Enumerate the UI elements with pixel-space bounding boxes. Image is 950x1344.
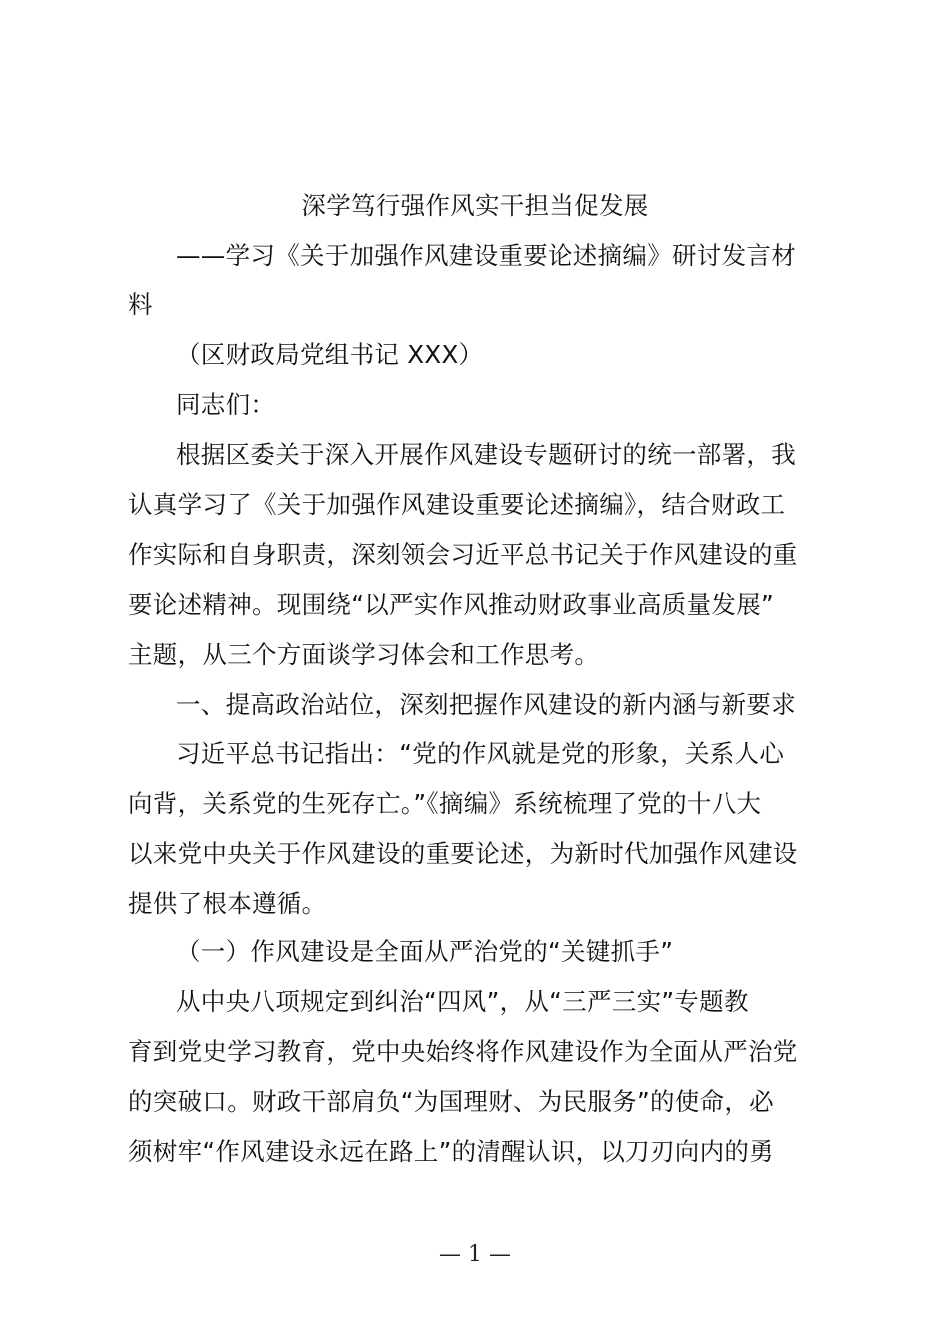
document-title: 深学笃行强作风实干担当促发展 xyxy=(301,191,649,220)
paragraph-line: 主题，从三个方面谈学习体会和工作思考。 xyxy=(128,640,600,669)
section-heading: 一、提高政治站位，深刻把握作风建设的新内涵与新要求 xyxy=(176,690,796,719)
paragraph-line: 从中央八项规定到纠治“四风”，从“三严三实”专题教 xyxy=(176,987,749,1016)
paragraph-line: 要论述精神。现围绕“以严实作风推动财政事业高质量发展” xyxy=(128,590,774,619)
subsection-heading: （一）作风建设是全面从严治党的“关键抓手” xyxy=(176,937,674,966)
paragraph-line: 习近平总书记指出：“党的作风就是党的形象，关系人心 xyxy=(176,739,785,768)
subtitle-line-2: 料 xyxy=(128,290,153,319)
paragraph-line: 提供了根本遵循。 xyxy=(128,889,327,918)
paragraph-line: 育到党史学习教育，党中央始终将作风建设作为全面从严治党 xyxy=(128,1037,798,1066)
paragraph-line: 作实际和自身职责，深刻领会习近平总书记关于作风建设的重 xyxy=(128,540,798,569)
author-line: （区财政局党组书记 XXX） xyxy=(176,340,484,369)
paragraph-line: 的突破口。财政干部肩负“为国理财、为民服务”的使命，必 xyxy=(128,1087,774,1116)
paragraph-line: 根据区委关于深入开展作风建设专题研讨的统一部署，我 xyxy=(176,440,796,469)
paragraph-line: 须树牢“作风建设永远在路上”的清醒认识，以刀刃向内的勇 xyxy=(128,1137,774,1166)
page-number: — 1 — xyxy=(439,1242,511,1267)
paragraph-line: 认真学习了《关于加强作风建设重要论述摘编》，结合财政工 xyxy=(128,490,786,519)
paragraph-line: 以来党中央关于作风建设的重要论述，为新时代加强作风建设 xyxy=(128,839,798,868)
subtitle-line-1: ——学习《关于加强作风建设重要论述摘编》研讨发言材 xyxy=(176,241,796,270)
salutation: 同志们： xyxy=(176,390,276,419)
paragraph-line: 向背，关系党的生死存亡。”《摘编》系统梳理了党的十八大 xyxy=(128,789,762,818)
